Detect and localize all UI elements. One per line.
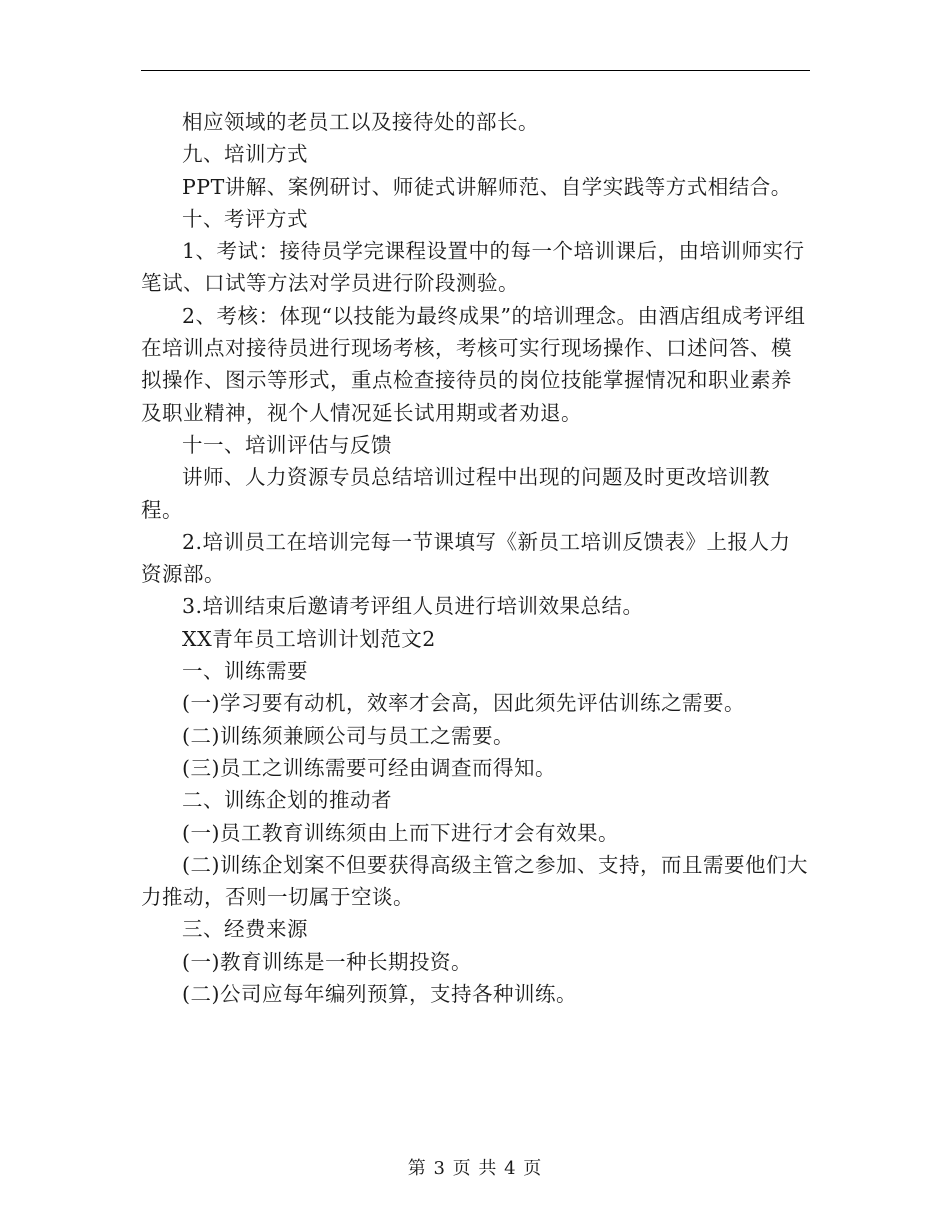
header-rule: [141, 70, 810, 71]
section-heading: 十一、培训评估与反馈: [182, 432, 392, 457]
section-heading: 一、训练需要: [182, 659, 308, 684]
document-title: XX青年员工培训计划范文2: [182, 626, 436, 651]
paragraph: 3.培训结束后邀请考评组人员进行培训效果总结。: [182, 594, 644, 619]
paragraph: 2.培训员工在培训完每一节课填写《新员工培训反馈表》上报人力资源部。: [141, 529, 791, 587]
paragraph: (三)员工之训练需要可经由调查而得知。: [182, 755, 556, 780]
paragraph: (一)员工教育训练须由上而下进行才会有效果。: [182, 820, 619, 845]
paragraph: 2、考核：体现“以技能为最终成果”的培训理念。由酒店组成考评组在培训点对接待员进行现场考核，考核可实行现场操作、口述问答、模拟操作、图示等形式，重点检查接待员的岗位技能掌握情况和职业素养及职业精神，视个人情况延长试用期或者劝退。: [141, 303, 806, 425]
paragraph: 1、考试：接待员学完课程设置中的每一个培训课后，由培训师实行笔试、口试等方法对学员进行阶段测验。: [141, 239, 805, 296]
section-heading: 三、经费来源: [182, 917, 308, 942]
paragraph: (二)公司应每年编列预算，支持各种训练。: [182, 982, 577, 1007]
paragraph: 相应领域的老员工以及接待处的部长。: [182, 110, 539, 134]
paragraph: (二)训练企划案不但要获得高级主管之参加、支持，而且需要他们大力推动，否则一切属于空谈。: [141, 852, 808, 910]
paragraph: PPT讲解、案例研讨、师徒式讲解师范、自学实践等方式相结合。: [182, 174, 792, 199]
document-body: [141, 106, 810, 1010]
paragraph: (二)训练须兼顾公司与员工之需要。: [182, 723, 514, 748]
section-heading: 二、训练企划的推动者: [182, 788, 392, 813]
paragraph: (一)学习要有动机，效率才会高，因此须先评估训练之需要。: [182, 691, 745, 716]
page-number-footer: 第 3 页 共 4 页: [407, 1158, 543, 1179]
paragraph: 讲师、人力资源专员总结培训过程中出现的问题及时更改培训教程。: [141, 465, 770, 522]
paragraph: (一)教育训练是一种长期投资。: [182, 949, 472, 974]
section-heading: 九、培训方式: [182, 142, 308, 167]
section-heading: 十、考评方式: [182, 206, 308, 231]
